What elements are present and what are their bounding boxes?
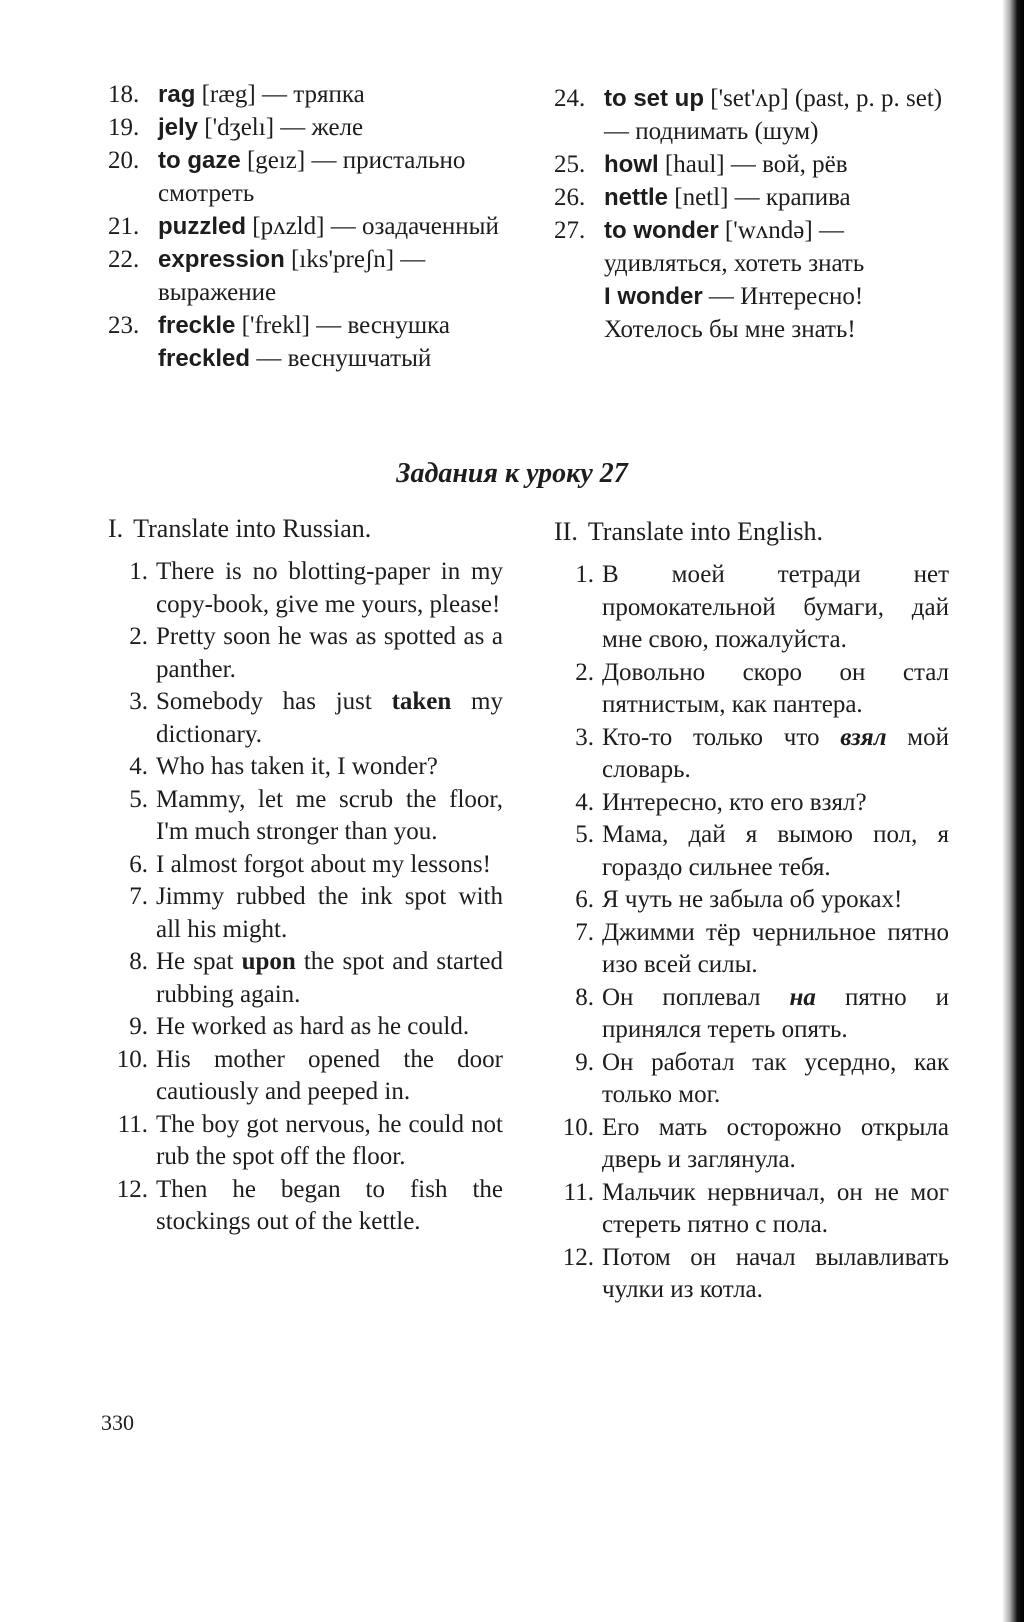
sentence-text: Jimmy rubbed the ink spot with all his might. [156, 883, 503, 943]
item-sentence [156, 881, 503, 946]
sentence-text: His mother opened the door cautiously and peeped in. [156, 1045, 503, 1105]
item-sentence [602, 1177, 949, 1242]
item-number: 7. [575, 918, 594, 946]
sentence-text: Somebody has just [156, 688, 392, 715]
sentence-text: the spot and started rubbing again. [156, 948, 504, 1008]
vocab-definition: [geız] — пристально смотреть [158, 147, 466, 207]
item-sentence [156, 621, 503, 686]
exercise-item [554, 1177, 949, 1242]
vocab-number: 23. [108, 312, 140, 339]
exercise-item [554, 722, 949, 787]
item-sentence [602, 1047, 949, 1112]
item-number: 8. [575, 983, 594, 1011]
item-sentence [156, 849, 503, 882]
exercise-number: I. [108, 514, 124, 543]
item-sentence [156, 1011, 503, 1044]
vocabulary-list-left [108, 78, 503, 375]
sentence-text: Кто-то только что [602, 723, 841, 751]
exercise-number: II. [554, 517, 578, 546]
vocab-definition: [ræg] — тряпка [195, 81, 365, 108]
item-number: 1. [575, 561, 594, 588]
sentence-text: Он работал так усердно, как только мог. [602, 1048, 949, 1108]
vocab-word: to wonder [604, 217, 719, 244]
vocab-item [108, 243, 503, 309]
exercise-item [108, 686, 503, 751]
exercise-item [108, 556, 503, 621]
item-sentence [602, 1242, 949, 1307]
exercise-item [554, 559, 949, 657]
exercise-item [108, 751, 503, 784]
emphasized-word: взял [840, 723, 887, 751]
vocab-word: puzzled [158, 213, 246, 240]
page-binding-edge [1002, 0, 1024, 1622]
exercise-instruction: Translate into English. [587, 517, 824, 546]
vocab-item [108, 309, 503, 375]
item-sentence [602, 787, 949, 820]
vocab-definition: [netl] — крапива [668, 184, 851, 211]
vocab-entry [158, 243, 503, 309]
item-number: 7. [129, 883, 148, 910]
item-sentence [156, 1109, 503, 1174]
item-number: 4. [129, 753, 148, 780]
vocab-word: freckled [158, 345, 251, 372]
item-number: 9. [129, 1013, 148, 1040]
item-sentence [156, 784, 503, 849]
sentence-text: He spat [156, 948, 242, 975]
item-number: 3. [129, 688, 148, 715]
sentence-text: my dictionary. [156, 688, 503, 748]
vocab-word: nettle [604, 184, 669, 211]
sentence-text: Интересно, кто его взял? [602, 788, 867, 816]
vocab-number: 21. [108, 213, 140, 240]
vocab-entry [158, 210, 503, 243]
vocab-number: 27. [554, 217, 586, 244]
item-sentence [602, 917, 949, 982]
page-number: 330 [101, 1410, 134, 1435]
exercise-item [554, 787, 949, 820]
emphasized-word: upon [241, 948, 296, 975]
exercise-item [554, 884, 949, 917]
item-number: 5. [129, 785, 148, 813]
exercise-item [108, 946, 503, 1011]
item-number: 8. [129, 948, 148, 975]
vocab-number: 26. [554, 184, 586, 211]
sentence-text: Джимми тёр чернильное пятно изо всей силы. [602, 918, 949, 978]
item-sentence [156, 686, 503, 751]
exercise-heading [554, 515, 949, 549]
exercise-item [108, 1011, 503, 1044]
item-sentence [602, 657, 949, 722]
exercise-instruction: Translate into Russian. [133, 514, 372, 543]
vocab-item [108, 144, 503, 210]
vocab-word: to set up [604, 85, 704, 112]
vocab-number: 18. [108, 81, 140, 108]
sentence-text: Мама, дай я вымою пол, я гораздо сильнее тебя. [602, 821, 949, 881]
sentence-text: Мальчик нервничал, он не мог стереть пятно с пола. [602, 1178, 949, 1238]
exercise-items [554, 559, 949, 1307]
sentence-text: пятно и принялся тереть опять. [602, 983, 950, 1043]
exercise-item [108, 1044, 503, 1109]
item-number: 5. [575, 821, 594, 848]
item-number: 12. [562, 1243, 594, 1271]
exercise-item [554, 982, 949, 1047]
item-sentence [602, 1112, 949, 1177]
exercise-item [554, 819, 949, 884]
vocab-word: rag [158, 81, 196, 108]
vocab-item [108, 111, 503, 144]
item-number: 2. [575, 658, 594, 686]
item-sentence [602, 819, 949, 884]
item-sentence [156, 946, 503, 1011]
sentence-text: Pretty soon he was as spotted as a panther. [156, 623, 503, 683]
item-sentence [602, 722, 949, 787]
vocabulary-list-right [554, 82, 954, 346]
item-sentence [602, 884, 949, 917]
vocab-word: to gaze [158, 147, 241, 174]
sentence-text: мой словарь. [602, 723, 949, 783]
vocab-word: jely [158, 114, 199, 141]
item-sentence [156, 1044, 503, 1109]
vocab-item [554, 82, 954, 148]
sentence-text: Я чуть не забыла об уроках! [602, 886, 903, 913]
exercise-item [108, 1109, 503, 1174]
sentence-text: Then he began to fish the stockings out of the kettle. [156, 1175, 503, 1235]
vocab-item [554, 148, 954, 181]
item-sentence [156, 751, 503, 784]
emphasized-word: на [789, 983, 816, 1011]
exercise-item [554, 917, 949, 982]
vocab-definition: [haul] — вой, рёв [658, 151, 848, 178]
sentence-text: Потом он начал вылавливать чулки из котла. [602, 1243, 949, 1303]
vocab-definition: ['frekl] — веснушка [235, 312, 450, 339]
vocab-entry [604, 181, 954, 214]
item-sentence [602, 559, 949, 657]
exercise-item [554, 1242, 949, 1307]
vocab-word: expression [158, 246, 285, 273]
item-number: 12. [116, 1175, 148, 1203]
sentence-text: He worked as hard as he could. [156, 1013, 470, 1040]
vocab-definition: ['set'ʌp] (past, p. p. set) — поднимать (шум) [604, 85, 943, 145]
vocab-definition: [pʌzld] — озадаченный [246, 213, 499, 240]
vocab-definition: [ıks'preʃn] — выражение [158, 246, 426, 306]
vocab-entry [604, 214, 954, 346]
vocab-entry [158, 144, 503, 210]
sentence-text: I almost forgot about my lessons! [156, 850, 491, 878]
sentence-text: There is no blotting-paper in my copy-book, give me yours, please! [156, 558, 503, 618]
exercise-russian [108, 512, 503, 1239]
vocab-word: I wonder [604, 283, 703, 310]
item-number: 2. [129, 623, 148, 650]
vocab-number: 25. [554, 151, 586, 178]
section-title: Задания к уроку 27 [396, 458, 628, 489]
vocab-number: 19. [108, 114, 140, 141]
vocab-definition: — веснушчатый [250, 345, 432, 372]
vocab-word: freckle [158, 312, 236, 339]
vocab-entry [158, 78, 503, 111]
item-number: 11. [117, 1110, 148, 1138]
vocab-definition: ['dʒelı] — желе [198, 114, 364, 141]
vocab-entry [158, 309, 503, 375]
sentence-text: В моей тетради нет промокательной бумаги, дай мне свою, пожалуйста. [602, 561, 949, 653]
exercise-items [108, 556, 503, 1239]
emphasized-word: taken [391, 688, 452, 715]
sentence-text: Он поплевал [602, 983, 790, 1011]
exercise-item [108, 849, 503, 882]
vocab-number: 22. [108, 246, 140, 273]
item-sentence [602, 982, 949, 1047]
vocab-item [108, 78, 503, 111]
exercise-item [554, 1112, 949, 1177]
vocab-definition: ['wʌndə] — удивляться, хотеть знать [604, 217, 865, 277]
item-number: 6. [129, 850, 148, 878]
item-sentence [156, 556, 503, 621]
item-number: 1. [129, 558, 148, 585]
vocab-entry [158, 111, 503, 144]
vocab-number: 20. [108, 147, 140, 174]
sentence-text: The boy got nervous, he could not rub the spot off the floor. [156, 1110, 503, 1170]
item-number: 3. [575, 723, 594, 751]
vocab-entry [604, 82, 954, 148]
exercise-item [554, 657, 949, 722]
sentence-text: Его мать осторожно открыла дверь и заглянула. [602, 1113, 949, 1173]
exercise-item [108, 784, 503, 849]
item-number: 10. [116, 1045, 148, 1073]
exercise-item [108, 621, 503, 686]
item-number: 4. [575, 788, 594, 816]
vocab-word: howl [604, 151, 659, 178]
vocab-definition: — Интересно! Хотелось бы мне знать! [604, 283, 864, 343]
exercise-item [554, 1047, 949, 1112]
item-number: 6. [575, 886, 594, 913]
exercise-english [554, 515, 949, 1307]
exercise-item [108, 881, 503, 946]
sentence-text: Mammy, let me scrub the floor, I'm much stronger than you. [156, 785, 503, 845]
vocab-item [554, 181, 954, 214]
vocab-item [108, 210, 503, 243]
item-sentence [156, 1174, 503, 1239]
vocab-number: 24. [554, 85, 586, 112]
item-number: 11. [563, 1178, 594, 1206]
item-number: 10. [562, 1113, 594, 1141]
sentence-text: Довольно скоро он стал пятнистым, как пантера. [602, 658, 949, 718]
vocab-item [554, 214, 954, 346]
item-number: 9. [575, 1048, 594, 1076]
vocab-entry [604, 148, 954, 181]
exercise-heading [108, 512, 503, 546]
sentence-text: Who has taken it, I wonder? [156, 753, 438, 780]
exercise-item [108, 1174, 503, 1239]
